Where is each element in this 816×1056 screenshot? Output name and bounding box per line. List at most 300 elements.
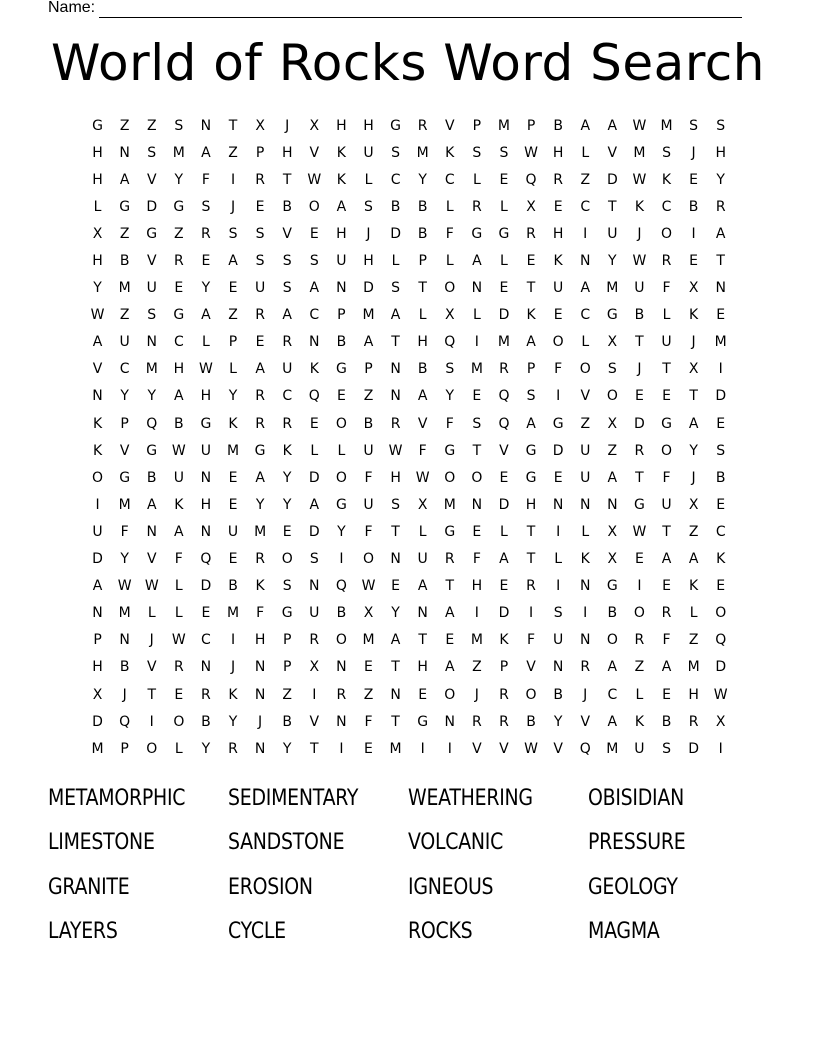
grid-letter[interactable]: M <box>470 361 483 378</box>
grid-letter[interactable]: B <box>553 117 563 134</box>
grid-letter[interactable]: O <box>525 686 537 703</box>
grid-letter[interactable]: N <box>309 334 320 351</box>
grid-letter[interactable]: T <box>662 361 671 378</box>
grid-letter[interactable]: F <box>662 632 671 649</box>
grid-letter[interactable]: A <box>390 632 401 649</box>
grid-letter[interactable]: E <box>228 280 238 297</box>
grid-letter[interactable]: V <box>146 551 157 568</box>
grid-letter[interactable]: T <box>526 523 536 540</box>
grid-letter[interactable]: U <box>200 442 212 459</box>
grid-letter[interactable]: V <box>526 659 536 676</box>
grid-letter[interactable]: N <box>146 334 157 351</box>
grid-letter[interactable]: A <box>526 415 536 432</box>
grid-letter[interactable]: K <box>553 253 563 270</box>
grid-letter[interactable]: L <box>174 578 183 595</box>
grid-letter[interactable]: S <box>689 117 699 134</box>
grid-letter[interactable]: E <box>228 551 238 568</box>
grid-letter[interactable]: G <box>633 496 645 513</box>
grid-letter[interactable]: Y <box>201 280 211 297</box>
grid-letter[interactable]: R <box>255 171 265 188</box>
grid-letter[interactable]: O <box>471 469 483 486</box>
grid-letter[interactable]: E <box>255 198 265 215</box>
grid-letter[interactable]: N <box>417 605 428 622</box>
grid-letter[interactable]: D <box>498 605 510 622</box>
grid-letter[interactable]: G <box>146 225 158 242</box>
grid-letter[interactable]: Z <box>472 659 482 676</box>
grid-letter[interactable]: Q <box>335 578 347 595</box>
grid-letter[interactable]: A <box>201 307 211 324</box>
grid-letter[interactable]: I <box>474 334 479 351</box>
grid-letter[interactable]: C <box>661 198 672 215</box>
grid-letter[interactable]: L <box>174 740 183 757</box>
grid-letter[interactable]: E <box>472 388 482 405</box>
grid-letter[interactable]: K <box>445 144 455 161</box>
grid-letter[interactable]: X <box>309 659 320 676</box>
grid-letter[interactable]: E <box>309 225 319 242</box>
grid-letter[interactable]: I <box>556 523 561 540</box>
grid-letter[interactable]: H <box>254 632 266 649</box>
grid-letter[interactable]: L <box>635 686 644 703</box>
grid-letter[interactable]: W <box>171 442 186 459</box>
grid-letter[interactable]: H <box>336 117 347 134</box>
grid-letter[interactable]: E <box>553 307 563 324</box>
grid-letter[interactable]: E <box>662 578 671 595</box>
grid-letter[interactable]: V <box>282 225 292 242</box>
grid-letter[interactable]: R <box>526 225 536 242</box>
grid-letter[interactable]: K <box>661 171 672 188</box>
grid-letter[interactable]: Y <box>255 496 265 513</box>
grid-letter[interactable]: I <box>583 225 588 242</box>
grid-letter[interactable]: I <box>420 740 425 757</box>
grid-letter[interactable]: W <box>632 171 647 188</box>
grid-letter[interactable]: O <box>335 415 347 432</box>
grid-letter[interactable]: N <box>92 605 103 622</box>
grid-letter[interactable]: M <box>172 144 185 161</box>
grid-letter[interactable]: J <box>149 632 154 649</box>
grid-letter[interactable]: R <box>255 551 265 568</box>
grid-letter[interactable]: J <box>366 225 371 242</box>
grid-letter[interactable]: B <box>282 713 292 730</box>
grid-letter[interactable]: N <box>92 388 103 405</box>
grid-letter[interactable]: T <box>391 334 400 351</box>
grid-letter[interactable]: X <box>92 225 103 242</box>
grid-letter[interactable]: K <box>526 307 536 324</box>
grid-letter[interactable]: E <box>364 659 373 676</box>
grid-letter[interactable]: R <box>553 171 563 188</box>
grid-letter[interactable]: V <box>119 442 130 459</box>
grid-letter[interactable]: E <box>716 496 726 513</box>
grid-letter[interactable]: T <box>635 469 644 486</box>
grid-letter[interactable]: B <box>363 415 374 432</box>
grid-letter[interactable]: U <box>173 469 184 486</box>
grid-letter[interactable]: F <box>554 361 563 378</box>
grid-letter[interactable]: L <box>174 605 183 622</box>
grid-letter[interactable]: U <box>227 523 239 540</box>
grid-letter[interactable]: H <box>552 225 564 242</box>
grid-letter[interactable]: N <box>309 578 320 595</box>
grid-letter[interactable]: N <box>552 496 564 513</box>
grid-letter[interactable]: U <box>553 280 564 297</box>
grid-letter[interactable]: F <box>472 551 481 568</box>
grid-letter[interactable]: O <box>633 605 645 622</box>
grid-letter[interactable]: M <box>226 442 240 459</box>
grid-letter[interactable]: H <box>92 253 103 270</box>
grid-letter[interactable]: A <box>607 117 618 134</box>
grid-letter[interactable]: M <box>606 740 619 757</box>
grid-letter[interactable]: K <box>255 578 265 595</box>
grid-letter[interactable]: F <box>662 469 671 486</box>
grid-letter[interactable]: I <box>339 551 344 568</box>
grid-letter[interactable]: W <box>713 686 728 703</box>
grid-letter[interactable]: M <box>118 496 131 513</box>
grid-letter[interactable]: D <box>200 578 212 595</box>
grid-letter[interactable]: E <box>662 686 671 703</box>
grid-letter[interactable]: U <box>553 632 564 649</box>
grid-letter[interactable]: P <box>526 117 536 134</box>
grid-letter[interactable]: C <box>580 307 591 324</box>
grid-letter[interactable]: M <box>118 280 131 297</box>
grid-letter[interactable]: E <box>716 578 726 595</box>
grid-letter[interactable]: A <box>661 551 672 568</box>
grid-letter[interactable]: K <box>309 361 319 378</box>
grid-letter[interactable]: E <box>553 469 563 486</box>
grid-letter[interactable]: A <box>390 307 401 324</box>
grid-letter[interactable]: F <box>445 225 454 242</box>
grid-letter[interactable]: E <box>174 280 184 297</box>
grid-letter[interactable]: F <box>256 605 265 622</box>
grid-letter[interactable]: M <box>470 632 483 649</box>
grid-letter[interactable]: L <box>500 198 508 215</box>
grid-letter[interactable]: Q <box>200 551 212 568</box>
grid-letter[interactable]: X <box>92 686 103 703</box>
grid-letter[interactable]: U <box>254 280 266 297</box>
grid-letter[interactable]: T <box>418 632 427 649</box>
grid-letter[interactable]: E <box>255 334 265 351</box>
grid-letter[interactable]: E <box>634 551 644 568</box>
grid-letter[interactable]: Y <box>228 713 238 730</box>
grid-letter[interactable]: I <box>474 605 479 622</box>
grid-letter[interactable]: U <box>336 253 347 270</box>
grid-letter[interactable]: A <box>92 578 103 595</box>
grid-letter[interactable]: F <box>364 713 373 730</box>
grid-letter[interactable]: Z <box>580 171 591 188</box>
grid-letter[interactable]: H <box>715 144 726 161</box>
grid-letter[interactable]: S <box>526 388 536 405</box>
grid-letter[interactable]: S <box>282 280 292 297</box>
grid-letter[interactable]: G <box>417 713 429 730</box>
grid-letter[interactable]: V <box>553 740 563 757</box>
grid-letter[interactable]: L <box>500 523 508 540</box>
grid-letter[interactable]: N <box>336 280 347 297</box>
grid-letter[interactable]: F <box>445 415 454 432</box>
grid-letter[interactable]: X <box>715 713 726 730</box>
grid-letter[interactable]: Y <box>689 442 698 459</box>
grid-letter[interactable]: D <box>688 740 699 757</box>
grid-letter[interactable]: R <box>255 388 265 405</box>
grid-letter[interactable]: R <box>201 686 211 703</box>
grid-letter[interactable]: M <box>118 605 131 622</box>
grid-letter[interactable]: B <box>282 198 292 215</box>
grid-letter[interactable]: K <box>689 578 699 595</box>
grid-letter[interactable]: R <box>390 415 401 432</box>
grid-letter[interactable]: Z <box>580 415 591 432</box>
grid-letter[interactable]: L <box>93 198 102 215</box>
grid-letter[interactable]: M <box>362 307 375 324</box>
grid-letter[interactable]: T <box>608 198 617 215</box>
grid-letter[interactable]: Y <box>716 171 725 188</box>
grid-letter[interactable]: C <box>309 307 320 324</box>
grid-letter[interactable]: W <box>199 361 213 378</box>
grid-letter[interactable]: B <box>336 334 347 351</box>
grid-letter[interactable]: D <box>308 523 320 540</box>
grid-letter[interactable]: C <box>715 523 726 540</box>
grid-letter[interactable]: R <box>499 361 509 378</box>
grid-letter[interactable]: R <box>471 198 482 215</box>
grid-letter[interactable]: N <box>200 117 212 134</box>
grid-letter[interactable]: T <box>282 171 292 188</box>
grid-letter[interactable]: O <box>308 198 320 215</box>
grid-letter[interactable]: G <box>525 469 537 486</box>
grid-letter[interactable]: A <box>228 253 238 270</box>
grid-letter[interactable]: A <box>688 551 699 568</box>
grid-letter[interactable]: F <box>418 442 427 459</box>
grid-letter[interactable]: Z <box>119 225 130 242</box>
grid-letter[interactable]: U <box>363 442 374 459</box>
grid-letter[interactable]: A <box>336 198 347 215</box>
grid-letter[interactable]: R <box>255 415 265 432</box>
grid-letter[interactable]: K <box>228 415 238 432</box>
grid-letter[interactable]: N <box>146 523 157 540</box>
grid-letter[interactable]: B <box>390 198 401 215</box>
grid-letter[interactable]: X <box>444 307 455 324</box>
grid-letter[interactable]: D <box>498 496 510 513</box>
grid-letter[interactable]: N <box>552 659 564 676</box>
grid-letter[interactable]: Q <box>119 713 131 730</box>
grid-letter[interactable]: R <box>173 659 184 676</box>
grid-letter[interactable]: R <box>417 117 428 134</box>
grid-letter[interactable]: T <box>418 280 427 297</box>
grid-letter[interactable]: G <box>471 225 483 242</box>
grid-letter[interactable]: G <box>281 605 293 622</box>
grid-letter[interactable]: B <box>336 605 347 622</box>
grid-letter[interactable]: L <box>418 523 427 540</box>
grid-letter[interactable]: V <box>472 740 482 757</box>
grid-letter[interactable]: H <box>363 117 374 134</box>
grid-letter[interactable]: T <box>716 253 725 270</box>
grid-letter[interactable]: D <box>606 171 618 188</box>
grid-letter[interactable]: S <box>255 225 265 242</box>
grid-letter[interactable]: A <box>119 171 130 188</box>
grid-letter[interactable]: Y <box>282 469 292 486</box>
grid-letter[interactable]: W <box>144 578 159 595</box>
grid-letter[interactable]: A <box>417 578 428 595</box>
grid-letter[interactable]: J <box>691 469 696 486</box>
grid-letter[interactable]: Y <box>608 253 617 270</box>
grid-letter[interactable]: I <box>637 578 642 595</box>
grid-letter[interactable]: I <box>528 605 534 622</box>
grid-letter[interactable]: S <box>147 144 157 161</box>
grid-letter[interactable]: R <box>309 632 320 649</box>
grid-letter[interactable]: E <box>689 171 699 188</box>
grid-letter[interactable]: L <box>472 307 481 324</box>
grid-letter[interactable]: C <box>580 198 591 215</box>
grid-letter[interactable]: V <box>580 713 591 730</box>
grid-letter[interactable]: J <box>230 198 236 215</box>
grid-letter[interactable]: G <box>173 198 185 215</box>
grid-letter[interactable]: P <box>526 361 536 378</box>
grid-letter[interactable]: N <box>715 280 726 297</box>
grid-letter[interactable]: F <box>364 523 373 540</box>
grid-letter[interactable]: U <box>580 442 591 459</box>
grid-letter[interactable]: E <box>445 632 455 649</box>
grid-letter[interactable]: E <box>228 496 238 513</box>
grid-letter[interactable]: D <box>363 280 374 297</box>
grid-letter[interactable]: R <box>499 713 509 730</box>
grid-letter[interactable]: A <box>688 415 699 432</box>
grid-letter[interactable]: R <box>228 740 238 757</box>
grid-letter[interactable]: Y <box>120 388 129 405</box>
grid-letter[interactable]: B <box>201 713 211 730</box>
grid-letter[interactable]: Z <box>363 388 374 405</box>
grid-letter[interactable]: K <box>174 496 184 513</box>
grid-letter[interactable]: T <box>635 334 644 351</box>
grid-letter[interactable]: G <box>200 415 212 432</box>
grid-letter[interactable]: L <box>418 307 427 324</box>
grid-letter[interactable]: S <box>391 144 401 161</box>
grid-letter[interactable]: W <box>415 469 430 486</box>
grid-letter[interactable]: W <box>361 578 376 595</box>
grid-letter[interactable]: E <box>553 198 563 215</box>
grid-letter[interactable]: R <box>526 578 536 595</box>
grid-letter[interactable]: A <box>580 280 591 297</box>
grid-letter[interactable]: B <box>607 605 618 622</box>
grid-letter[interactable]: E <box>309 415 319 432</box>
name-field[interactable] <box>48 0 742 18</box>
grid-letter[interactable]: L <box>147 605 156 622</box>
grid-letter[interactable]: O <box>606 632 618 649</box>
grid-letter[interactable]: B <box>417 225 428 242</box>
grid-letter[interactable]: L <box>445 253 454 270</box>
grid-letter[interactable]: A <box>92 334 103 351</box>
grid-letter[interactable]: G <box>335 361 347 378</box>
grid-letter[interactable]: D <box>308 469 320 486</box>
grid-letter[interactable]: W <box>524 144 538 161</box>
grid-letter[interactable]: P <box>499 659 509 676</box>
grid-letter[interactable]: V <box>499 442 509 459</box>
grid-letter[interactable]: O <box>661 442 673 459</box>
grid-letter[interactable]: R <box>715 198 726 215</box>
grid-letter[interactable]: S <box>445 361 455 378</box>
grid-letter[interactable]: J <box>691 334 696 351</box>
grid-letter[interactable]: O <box>606 388 618 405</box>
grid-letter[interactable]: K <box>634 198 645 215</box>
grid-letter[interactable]: L <box>472 171 481 188</box>
grid-letter[interactable]: M <box>443 496 456 513</box>
grid-letter[interactable]: Z <box>607 442 618 459</box>
grid-letter[interactable]: T <box>526 551 536 568</box>
grid-letter[interactable]: N <box>336 659 347 676</box>
grid-letter[interactable]: L <box>310 442 319 459</box>
grid-letter[interactable]: C <box>607 686 618 703</box>
grid-letter[interactable]: O <box>444 686 456 703</box>
grid-letter[interactable]: A <box>309 280 320 297</box>
grid-letter[interactable]: U <box>634 740 645 757</box>
grid-letter[interactable]: N <box>471 496 483 513</box>
grid-letter[interactable]: W <box>307 171 322 188</box>
grid-letter[interactable]: A <box>472 253 482 270</box>
grid-letter[interactable]: I <box>447 740 452 757</box>
grid-letter[interactable]: M <box>660 117 673 134</box>
grid-letter[interactable]: H <box>525 496 537 513</box>
grid-letter[interactable]: S <box>472 144 482 161</box>
grid-letter[interactable]: S <box>662 740 671 757</box>
grid-letter[interactable]: Y <box>418 171 427 188</box>
grid-letter[interactable]: N <box>200 659 212 676</box>
grid-letter[interactable]: V <box>444 117 455 134</box>
grid-letter[interactable]: D <box>92 713 103 730</box>
grid-letter[interactable]: W <box>524 740 538 757</box>
grid-letter[interactable]: N <box>200 523 212 540</box>
grid-letter[interactable]: O <box>146 740 158 757</box>
grid-letter[interactable]: L <box>581 144 590 161</box>
grid-letter[interactable]: R <box>661 253 672 270</box>
grid-letter[interactable]: E <box>499 171 509 188</box>
grid-letter[interactable]: E <box>282 523 292 540</box>
grid-letter[interactable]: T <box>391 713 400 730</box>
grid-letter[interactable]: V <box>309 144 320 161</box>
grid-letter[interactable]: S <box>391 280 401 297</box>
grid-letter[interactable]: K <box>282 442 292 459</box>
grid-letter[interactable]: A <box>715 225 726 242</box>
grid-letter[interactable]: A <box>309 496 320 513</box>
grid-letter[interactable]: X <box>255 117 265 134</box>
grid-letter[interactable]: L <box>202 334 210 351</box>
grid-letter[interactable]: E <box>201 605 211 622</box>
grid-letter[interactable]: I <box>230 632 236 649</box>
grid-letter[interactable]: P <box>93 632 102 649</box>
grid-letter[interactable]: X <box>607 551 618 568</box>
grid-letter[interactable]: T <box>472 442 482 459</box>
grid-letter[interactable]: G <box>173 307 185 324</box>
grid-letter[interactable]: G <box>119 469 131 486</box>
grid-letter[interactable]: X <box>607 523 618 540</box>
grid-letter[interactable]: G <box>254 442 266 459</box>
grid-letter[interactable]: Z <box>119 307 130 324</box>
grid-letter[interactable]: O <box>579 361 591 378</box>
grid-letter[interactable]: S <box>309 253 319 270</box>
grid-letter[interactable]: L <box>581 334 590 351</box>
grid-letter[interactable]: E <box>662 388 671 405</box>
grid-letter[interactable]: K <box>689 307 699 324</box>
grid-letter[interactable]: U <box>119 334 130 351</box>
grid-letter[interactable]: Q <box>715 632 727 649</box>
grid-letter[interactable]: R <box>580 659 591 676</box>
grid-letter[interactable]: H <box>92 171 103 188</box>
grid-letter[interactable]: A <box>255 469 265 486</box>
grid-letter[interactable]: P <box>228 334 238 351</box>
grid-letter[interactable]: Q <box>525 171 537 188</box>
grid-letter[interactable]: B <box>553 686 563 703</box>
grid-letter[interactable]: Z <box>688 523 699 540</box>
grid-letter[interactable]: X <box>688 280 699 297</box>
grid-letter[interactable]: F <box>527 632 536 649</box>
grid-letter[interactable]: X <box>688 361 699 378</box>
grid-letter[interactable]: Y <box>93 280 102 297</box>
grid-letter[interactable]: X <box>526 198 536 215</box>
grid-letter[interactable]: I <box>95 496 100 513</box>
grid-letter[interactable]: F <box>662 280 671 297</box>
grid-letter[interactable]: A <box>444 605 455 622</box>
